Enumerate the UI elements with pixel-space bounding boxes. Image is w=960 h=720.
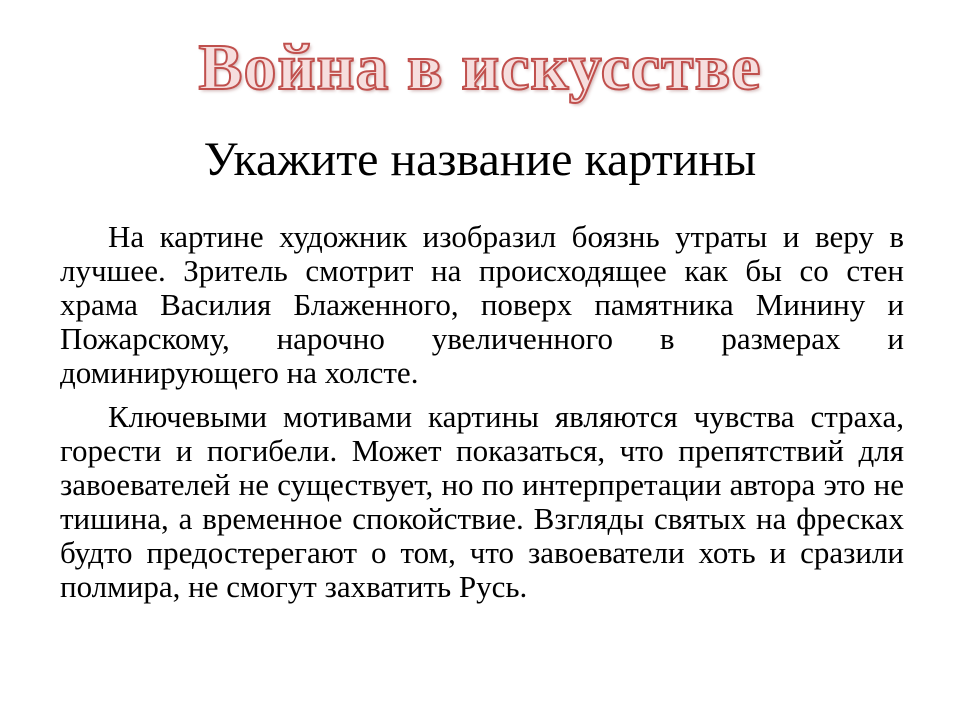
slide-body: [60, 220, 904, 614]
body-paragraph-2: Ключевыми мотивами картины являются чувства страха, горести и погибели. Может показаться, что препятствий для завоевателей не существует, но по интерпретации автора это не тишина, а временное спокойствие. Взгляды святых на фресках будто предостерегают о том, что завоеватели хоть и сразили полмира, не смогут захватить Русь.: [60, 399, 904, 604]
body-paragraph-1: На картине художник изобразил боязнь утраты и веру в лучшее. Зритель смотрит на происходящее как бы со стен храма Василия Блаженного, поверх памятника Минину и Пожарскому, нарочно увеличенного в размерах и доминирующего на холсте.: [60, 219, 904, 390]
slide-title: Война в искусстве: [198, 31, 762, 104]
slide-subtitle: Укажите название картины: [203, 133, 757, 186]
